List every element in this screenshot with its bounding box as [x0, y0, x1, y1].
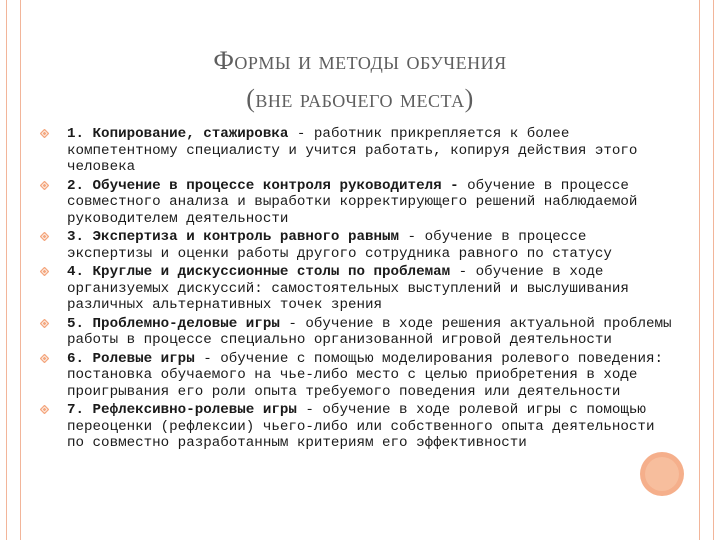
item-heading: 6. Ролевые игры	[67, 350, 195, 367]
list-item	[40, 351, 676, 401]
item-description: - обучение в ходе решения актуальной проблемы работы в процессе специально организованной игровой деятельности	[67, 315, 672, 348]
list-item	[40, 402, 676, 452]
list-item	[40, 229, 676, 262]
item-heading: 1. Копирование, стажировка	[67, 126, 289, 142]
item-heading: 5. Проблемно-деловые игры	[67, 315, 280, 332]
decorative-circle	[640, 452, 684, 496]
item-description: - работник прикрепляется к более компетентному специалисту и учится работать, копируя действия этого человека	[67, 126, 638, 175]
diamond-bullet-icon	[40, 319, 49, 328]
item-heading: 2. Обучение в процессе контроля руководителя -	[67, 177, 459, 194]
item-description: - обучение в процессе экспертизы и оценки работы другого сотрудника равного по статусу	[67, 229, 612, 262]
left-decorative-border	[0, 0, 21, 540]
right-decorative-border	[699, 0, 720, 540]
diamond-bullet-icon	[40, 181, 49, 190]
item-heading: 4. Круглые и дискуссионные столы по проблемам	[67, 264, 451, 280]
slide-title	[60, 42, 660, 118]
item-heading: 7. Рефлексивно-ролевые игры	[67, 402, 297, 418]
item-description: обучение в процессе совместного анализа и выработки корректирующего решений наблюдаемой руководителем деятельности	[67, 177, 638, 227]
bullet-list	[40, 126, 676, 454]
diamond-bullet-icon	[40, 267, 49, 276]
item-heading: 3. Экспертиза и контроль равного равным	[67, 229, 400, 245]
list-item	[40, 316, 676, 349]
item-description: - обучение в ходе ролевой игры с помощью переоценки (рефлексии) чьего-либо или собственного опыта деятельности по совместно разработанным критериям его эффективности	[67, 402, 655, 451]
diamond-bullet-icon	[40, 232, 49, 241]
slide-title-line-1: Формы и методы обучения	[213, 46, 507, 75]
diamond-bullet-icon	[40, 129, 49, 138]
diamond-bullet-icon	[40, 354, 49, 363]
list-item	[40, 126, 676, 176]
diamond-bullet-icon	[40, 405, 49, 414]
list-item	[40, 178, 676, 228]
item-description: - обучение в ходе организуемых дискуссий: самостоятельных выступлений и выслушивания различных альтернативных точек зрения	[67, 264, 629, 313]
list-item	[40, 264, 676, 314]
item-description: - обучение с помощью моделирования ролевого поведения: постановка обучаемого на чье-либо место с целью приобретения в ходе проигрывания его роли опыта требуемого поведения или деятельности	[67, 350, 663, 400]
slide-title-line-2: (вне рабочего места)	[246, 84, 474, 113]
